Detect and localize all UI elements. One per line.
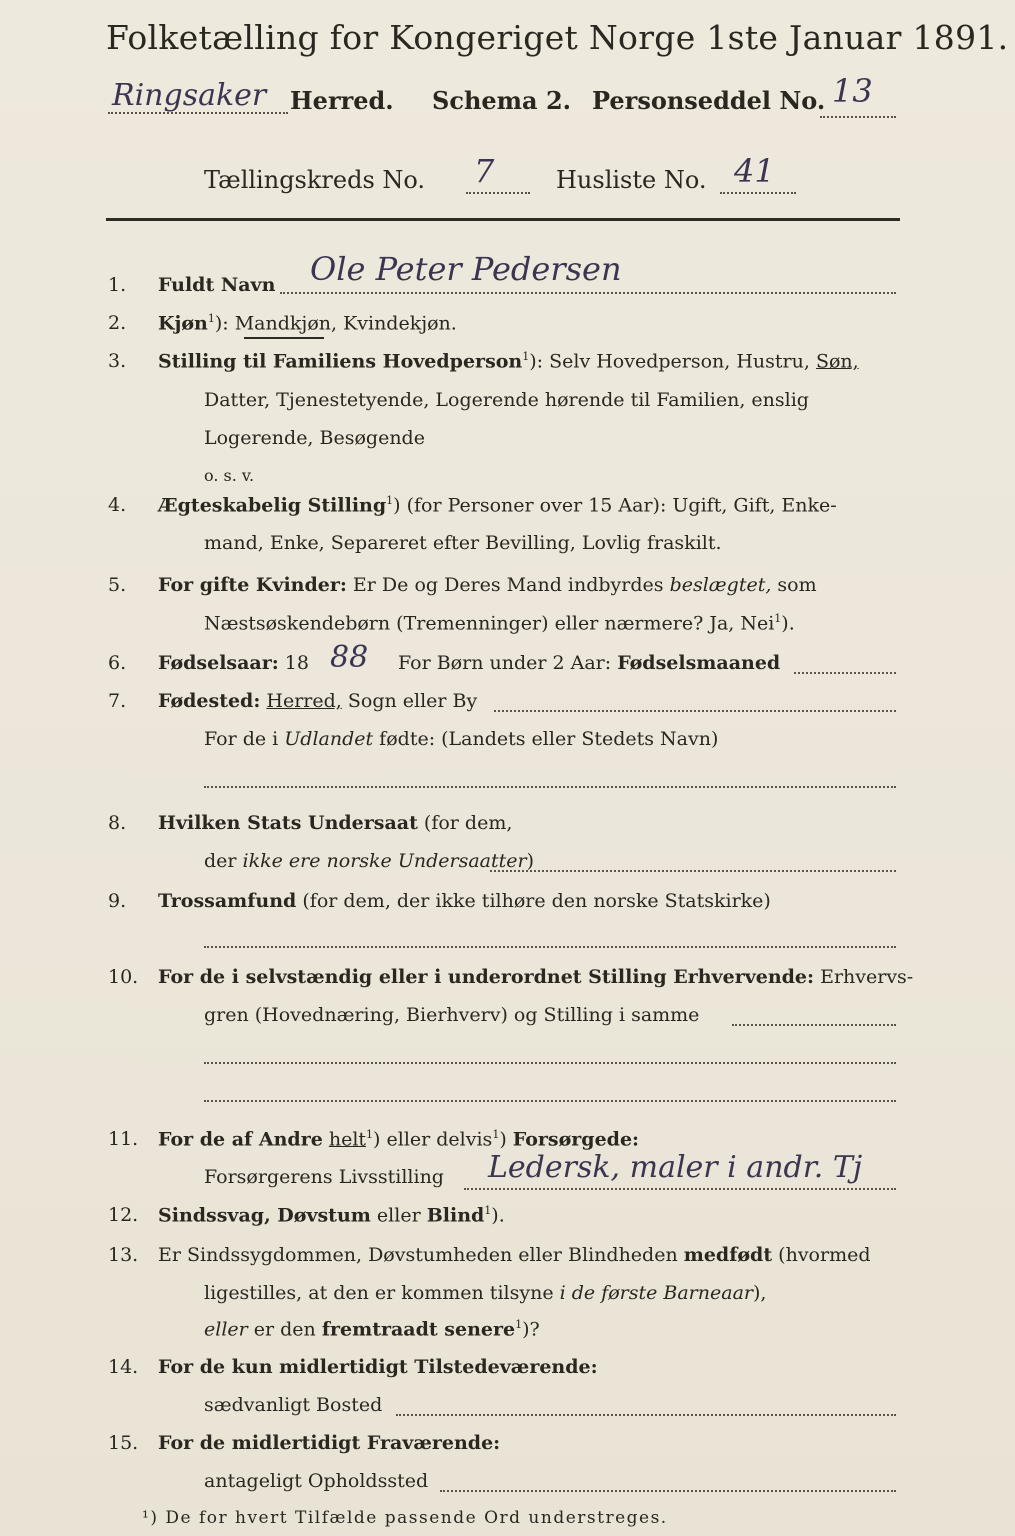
- kreds-label: Tællingskreds No.: [204, 166, 426, 194]
- husliste-handwritten: 41: [734, 152, 775, 190]
- herred-fill-line: [108, 112, 288, 114]
- item-12: 12. Sindssvag, Døvstum eller Blind$^1$).: [108, 1204, 505, 1227]
- item-3-line-3: Logerende, Besøgende: [204, 427, 425, 449]
- item-5-line-2: Næstsøskendebørn (Tremenninger) eller nærmere? Ja, Nei$^1$).: [204, 612, 795, 635]
- mandkjon-underline: [244, 337, 324, 339]
- item-10-line-2: gren (Hovednæring, Bierhverv) og Stilling i samme: [204, 1004, 700, 1026]
- item-3-line-2: Datter, Tjenestetyende, Logerende hørende til Familien, enslig: [204, 389, 809, 411]
- husliste-label: Husliste No.: [556, 166, 707, 194]
- item-3-line-4: o. s. v.: [204, 466, 255, 485]
- item-14: 14. For de kun midlertidigt Tilstedeværende:: [108, 1356, 598, 1378]
- item-8-line-2: der ikke ere norske Undersaatter): [204, 850, 534, 872]
- item-8: 8. Hvilken Stats Undersaat (for dem,: [108, 812, 513, 834]
- item-6: 6. Fødselsaar: 18: [108, 652, 309, 674]
- item-4-line-2: mand, Enke, Separeret efter Bevilling, Lovlig fraskilt.: [204, 532, 722, 554]
- item-6-text: For Børn under 2 Aar: Fødselsmaaned: [398, 652, 781, 674]
- kreds-fill-line: [466, 192, 530, 194]
- item-3: 3. Stilling til Familiens Hovedperson$^1$): Selv Hovedperson, Hustru, Søn,: [108, 350, 859, 373]
- provider-handwritten: Ledersk, maler i andr. Tj: [488, 1150, 863, 1185]
- personseddel-handwritten: 13: [832, 72, 873, 110]
- header-rule: [106, 218, 900, 221]
- footnote: ¹) De for hvert Tilfælde passende Ord understreges.: [142, 1508, 668, 1528]
- husliste-fill-line: [720, 192, 796, 194]
- name-handwritten: Ole Peter Pedersen: [310, 250, 622, 288]
- kreds-handwritten: 7: [474, 152, 495, 190]
- name-fill-line: [280, 292, 896, 294]
- item-5: 5. For gifte Kvinder: Er De og Deres Mand indbyrdes beslægtet, som: [108, 574, 817, 596]
- citizenship-fill-line: [490, 870, 896, 872]
- item-1: 1. Fuldt Navn: [108, 274, 276, 296]
- schema-label: Schema 2.: [432, 86, 572, 115]
- birthyear-handwritten: 88: [330, 640, 369, 675]
- item-13-line-3: eller er den fremtraadt senere$^1$)?: [204, 1318, 540, 1341]
- occupation-fill-line-2: [204, 1062, 896, 1064]
- item-9: 9. Trossamfund (for dem, der ikke tilhøre den norske Statskirke): [108, 890, 771, 912]
- occupation-fill-line-3: [204, 1100, 896, 1102]
- item-7: 7. Fødested: Herred, Sogn eller By: [108, 690, 478, 712]
- personseddel-fill-line: [820, 116, 896, 118]
- item-15: 15. For de midlertidigt Fraværende:: [108, 1432, 501, 1454]
- item-4: 4. Ægteskabelig Stilling$^1$) (for Personer over 15 Aar): Ugift, Gift, Enke-: [108, 494, 837, 517]
- abroad-fill-line: [204, 786, 896, 788]
- provider-fill-line: [464, 1188, 896, 1190]
- occupation-fill-line-1: [732, 1024, 896, 1026]
- item-2: 2. Kjøn$^1$): Mandkjøn, Kvindekjøn.: [108, 312, 457, 335]
- residence-fill-line: [396, 1414, 896, 1416]
- item-11-line-2: Forsørgerens Livsstilling: [204, 1166, 444, 1188]
- religion-fill-line: [204, 946, 896, 948]
- item-13: 13. Er Sindssygdommen, Døvstumheden eller Blindheden medfødt (hvormed: [108, 1244, 871, 1266]
- herred-handwritten: Ringsaker: [112, 78, 267, 113]
- item-7-line-2: For de i Udlandet fødte: (Landets eller Stedets Navn): [204, 728, 719, 750]
- item-14-line-2: sædvanligt Bosted: [204, 1394, 383, 1416]
- personseddel-label: Personseddel No.: [592, 86, 826, 115]
- herred-label: Herred.: [290, 86, 394, 115]
- item-11: 11. For de af Andre helt$^1$) eller delvis$^1$) Forsørgede:: [108, 1128, 640, 1151]
- item-10: 10. For de i selvstændig eller i underordnet Stilling Erhvervende: Erhvervs-: [108, 966, 914, 988]
- birthplace-fill-line: [494, 710, 896, 712]
- birthmonth-fill-line: [794, 672, 896, 674]
- form-title: Folketælling for Kongeriget Norge 1ste Januar 1891.: [106, 18, 1009, 57]
- whereabouts-fill-line: [440, 1490, 896, 1492]
- item-15-line-2: antageligt Opholdssted: [204, 1470, 429, 1492]
- item-13-line-2: ligestilles, at den er kommen tilsyne i de første Barneaar),: [204, 1282, 767, 1304]
